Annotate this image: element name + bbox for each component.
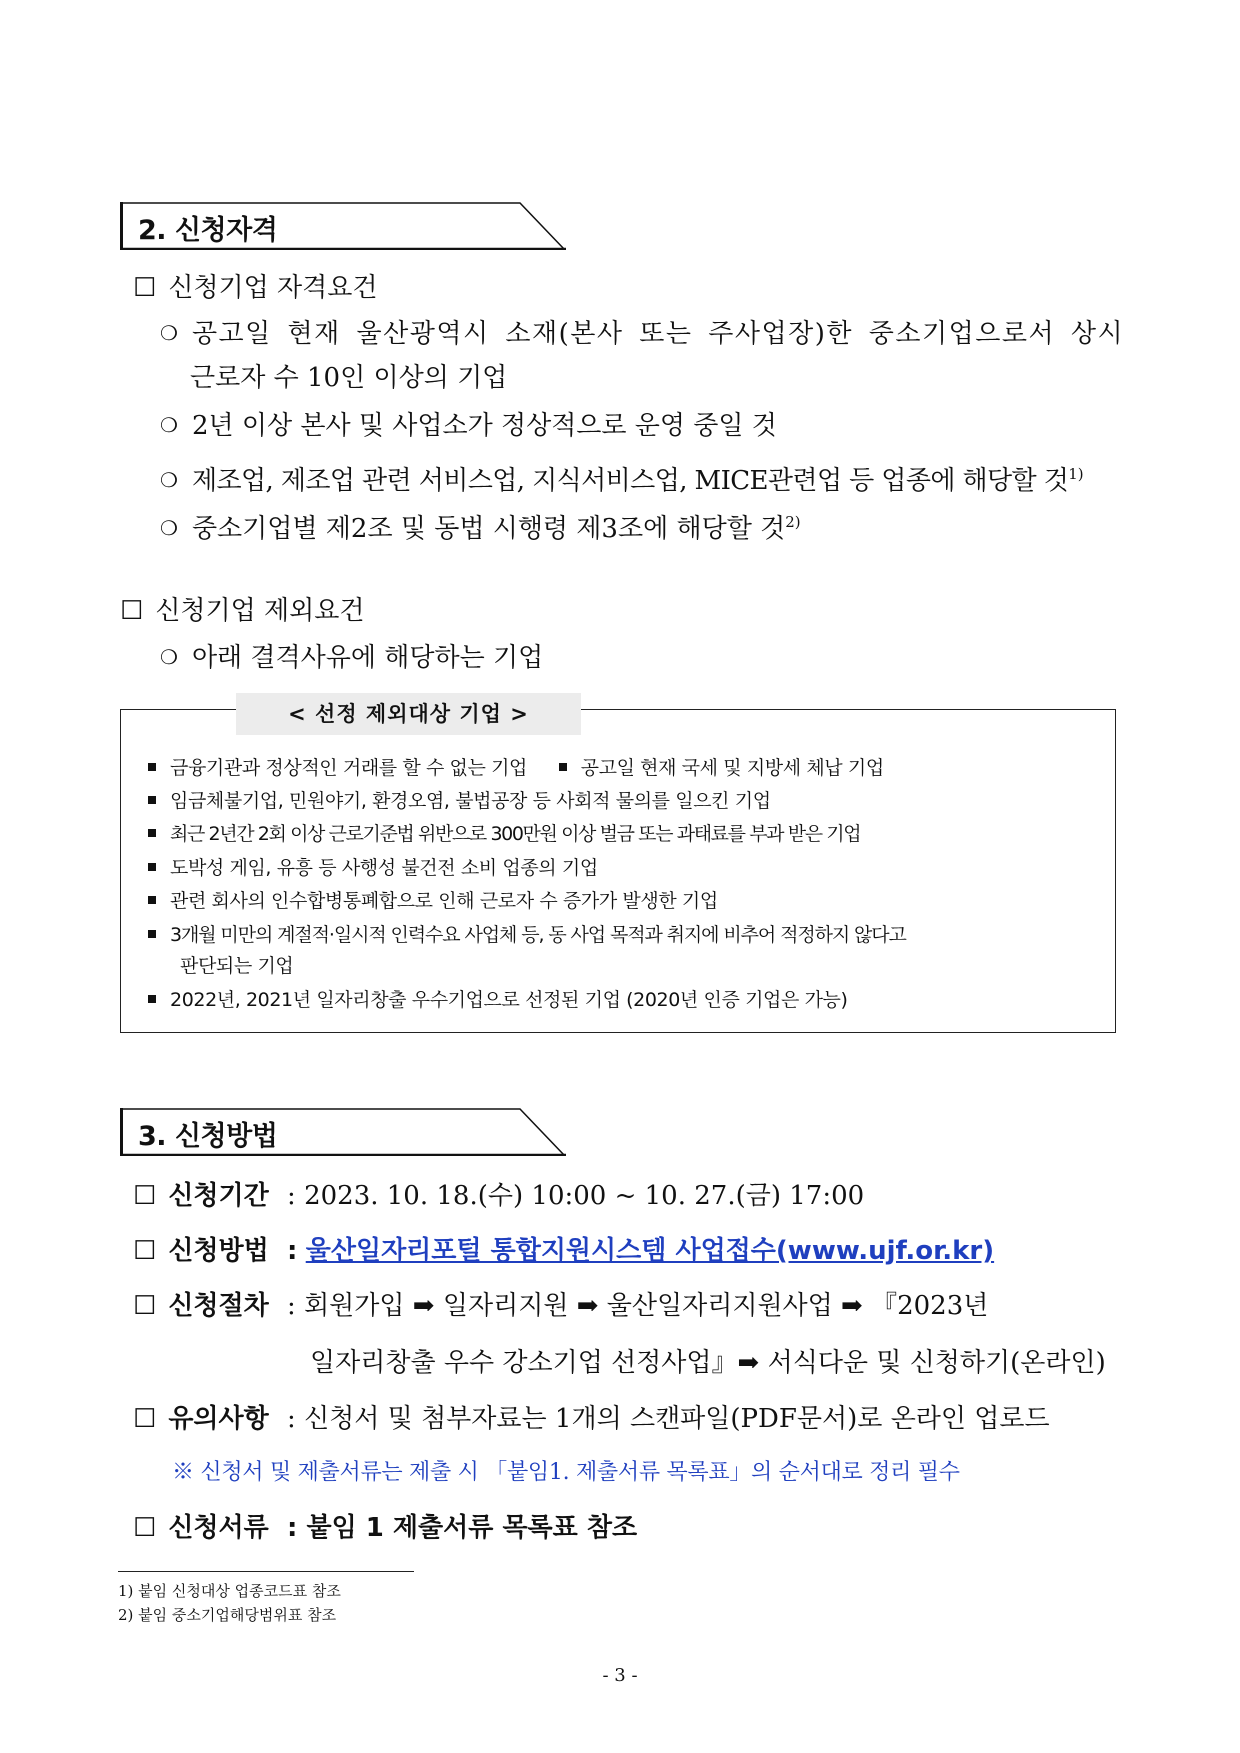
- qual-item-3: ❍ 제조업, 제조업 관련 서비스업, 지식서비스업, MICE관련업 등 업종에 해당할 것$^{1)}$: [160, 465, 1084, 496]
- square-bullet-icon: ☐: [133, 1181, 157, 1211]
- procedure-line-1: : 회원가입 ➡ 일자리지원 ➡ 울산일자리지원사업 ➡ 『2023년: [287, 1291, 989, 1321]
- square-bullet-icon: ☐: [133, 1291, 157, 1321]
- notice-label: 유의사항: [168, 1404, 269, 1434]
- square-bullet-icon: ☐: [133, 273, 157, 303]
- footnote-ref-1: 1): [1068, 465, 1084, 483]
- bullet-square-icon: [148, 863, 156, 871]
- box-item-2: 임금체불기업, 민원야기, 환경오염, 불법공장 등 사회적 물의를 일으킨 기업: [148, 787, 771, 815]
- square-bullet-icon: ☐: [120, 596, 144, 626]
- notice-row: [133, 1403, 1050, 1435]
- period-label: 신청기간: [168, 1181, 269, 1211]
- footnote-1: 1) 붙임 신청대상 업종코드표 참조: [118, 1582, 341, 1600]
- period-value: : 2023. 10. 18.(수) 10:00 ~ 10. 27.(금) 17:00: [287, 1181, 865, 1211]
- method-link[interactable]: 울산일자리포털 통합지원시스템 사업접수(www.ujf.or.kr): [305, 1236, 995, 1266]
- box-item-1: 금융기관과 정상적인 거래를 할 수 없는 기업 공고일 현재 국세 및 지방세 체납 기업: [148, 754, 884, 782]
- box-item-6-cont: 판단되는 기업: [180, 955, 294, 977]
- procedure-label: 신청절차: [168, 1291, 269, 1321]
- box-item-7: 2022년, 2021년 일자리창출 우수기업으로 선정된 기업 (2020년 인증 기업은 가능): [148, 986, 848, 1014]
- circle-bullet-icon: ❍: [160, 413, 178, 437]
- bullet-square-icon: [148, 995, 156, 1003]
- circle-bullet-icon: ❍: [160, 516, 178, 540]
- section-3-title: 3. 신청방법: [138, 1121, 278, 1152]
- square-bullet-icon: ☐: [133, 1236, 157, 1266]
- docs-label: 신청서류: [168, 1513, 269, 1543]
- footnote-ref-2: 2): [785, 513, 801, 531]
- bullet-square-icon: [148, 930, 156, 938]
- method-row: ☐ 신청방법 : 울산일자리포털 통합지원시스템 사업접수(www.ujf.or.kr): [133, 1236, 995, 1266]
- circle-bullet-icon: ❍: [160, 468, 178, 492]
- bullet-square-icon: [148, 829, 156, 837]
- procedure-row: [133, 1290, 988, 1322]
- docs-value: : 붙임 1 제출서류 목록표 참조: [287, 1513, 638, 1543]
- qual-item-2: ❍ 2년 이상 본사 및 사업소가 정상적으로 운영 중일 것: [160, 411, 777, 441]
- qual-item-1: ❍ 공고일 현재 울산광역시 소재(본사 또는 주사업장)한 중소기업으로서 상시: [160, 319, 1125, 349]
- exclusion-box-title: < 선정 제외대상 기업 >: [236, 693, 581, 735]
- footnote-separator: [118, 1571, 414, 1572]
- circle-bullet-icon: ❍: [160, 321, 178, 345]
- box-item-4: 도박성 게임, 유흥 등 사행성 불건전 소비 업종의 기업: [148, 854, 598, 882]
- method-label: 신청방법: [168, 1236, 269, 1266]
- qual-item-4: ❍ 중소기업별 제2조 및 동법 시행령 제3조에 해당할 것$^{2)}$: [160, 513, 801, 544]
- section-3-header: [120, 1108, 566, 1156]
- page-number: - 3 -: [602, 1665, 638, 1686]
- docs-row: [133, 1512, 637, 1544]
- circle-bullet-icon: ❍: [160, 645, 178, 669]
- square-bullet-icon: ☐: [133, 1404, 157, 1434]
- bullet-square-icon: [148, 896, 156, 904]
- notice-value: : 신청서 및 첨부자료는 1개의 스캔파일(PDF문서)로 온라인 업로드: [287, 1404, 1050, 1434]
- box-item-3: 최근 2년간 2회 이상 근로기준법 위반으로 300만원 이상 벌금 또는 과태료를 부과 받은 기업: [148, 820, 860, 848]
- excl-heading: ☐ 신청기업 제외요건: [120, 596, 365, 626]
- bullet-square-icon: [148, 763, 156, 771]
- notice-note: ※ 신청서 및 제출서류는 제출 시 「붙임1. 제출서류 목록표」의 순서대로 정리 필수: [172, 1460, 960, 1485]
- qual-item-1-cont: 근로자 수 10인 이상의 기업: [190, 363, 508, 393]
- qual-heading: ☐ 신청기업 자격요건: [133, 273, 378, 303]
- section-2-header: [120, 202, 566, 250]
- excl-item: ❍ 아래 결격사유에 해당하는 기업: [160, 643, 544, 673]
- bullet-square-icon: [559, 763, 567, 771]
- bullet-square-icon: [148, 796, 156, 804]
- section-2-title: 2. 신청자격: [138, 215, 278, 246]
- square-bullet-icon: ☐: [133, 1513, 157, 1543]
- box-item-5: 관련 회사의 인수합병통폐합으로 인해 근로자 수 증가가 발생한 기업: [148, 887, 718, 915]
- box-item-6: 3개월 미만의 계절적·일시적 인력수요 사업체 등, 동 사업 목적과 취지에 비추어 적정하지 않다고: [148, 921, 906, 949]
- period-row: [133, 1180, 864, 1212]
- procedure-line-2: 일자리창출 우수 강소기업 선정사업』➡ 서식다운 및 신청하기(온라인): [310, 1348, 1106, 1378]
- footnote-2: 2) 붙임 중소기업해당범위표 참조: [118, 1606, 337, 1624]
